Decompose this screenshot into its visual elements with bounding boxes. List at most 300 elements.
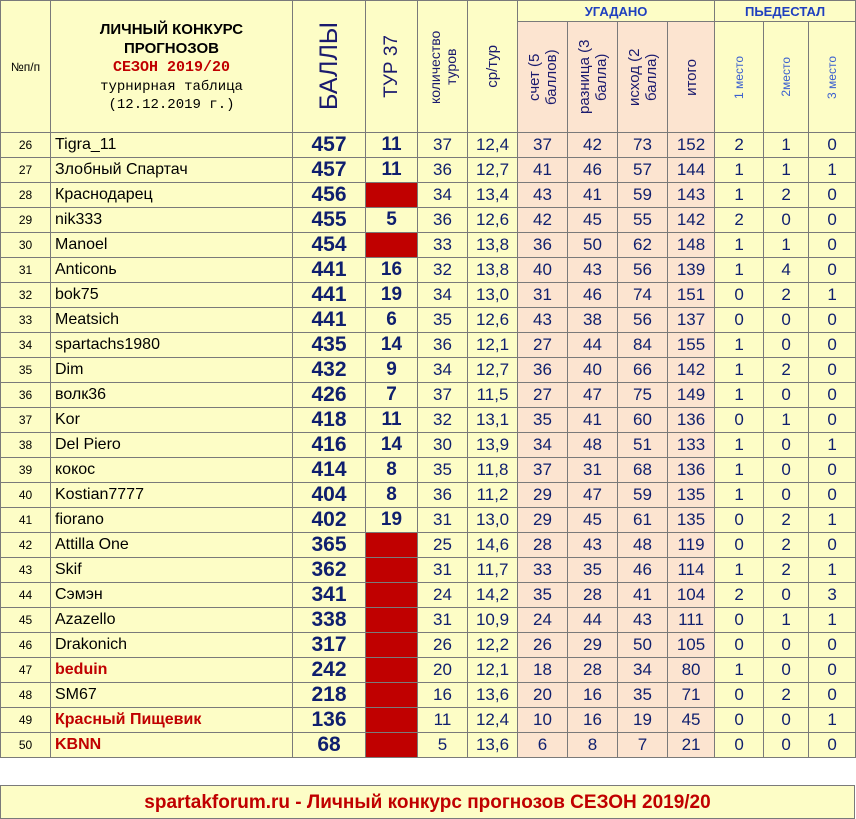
points-value: 426: [293, 383, 366, 408]
participant-name: Del Piero: [51, 433, 293, 458]
avg-value: 12,4: [468, 133, 518, 158]
participant-name: SM67: [51, 683, 293, 708]
header-place1: 1 место: [715, 22, 764, 133]
total-value: 104: [668, 583, 715, 608]
diff-value: 42: [568, 133, 618, 158]
place3-value: 1: [809, 158, 856, 183]
table-row: [1, 183, 856, 208]
diff-value: 45: [568, 208, 618, 233]
avg-value: 11,7: [468, 558, 518, 583]
row-number: 47: [1, 658, 51, 683]
place1-value: 1: [715, 183, 764, 208]
place3-value: 0: [809, 333, 856, 358]
points-value: 404: [293, 483, 366, 508]
outcome-value: 55: [618, 208, 668, 233]
place1-value: 1: [715, 658, 764, 683]
place3-value: 1: [809, 433, 856, 458]
row-number: 27: [1, 158, 51, 183]
tours-count-value: 16: [418, 683, 468, 708]
tours-count-value: 34: [418, 183, 468, 208]
participant-name: Drakonich: [51, 633, 293, 658]
place2-value: 1: [764, 158, 809, 183]
place3-value: 0: [809, 258, 856, 283]
header-tour: ТУР 37: [366, 1, 418, 133]
place1-value: 1: [715, 258, 764, 283]
total-value: 139: [668, 258, 715, 283]
diff-value: 28: [568, 658, 618, 683]
outcome-value: 84: [618, 333, 668, 358]
table-row: [1, 658, 856, 683]
points-value: 416: [293, 433, 366, 458]
table-row: [1, 258, 856, 283]
tour-value: [366, 633, 418, 658]
avg-value: 11,8: [468, 458, 518, 483]
row-number: 46: [1, 633, 51, 658]
header-outcome: исход (2 балла): [618, 22, 668, 133]
score-value: 37: [518, 133, 568, 158]
score-value: 34: [518, 433, 568, 458]
diff-value: 43: [568, 533, 618, 558]
header-num: №п/п: [1, 1, 51, 133]
place1-value: 0: [715, 633, 764, 658]
footer-banner: spartakforum.ru - Личный конкурс прогнозов СЕЗОН 2019/20: [0, 785, 855, 819]
season-label: СЕЗОН 2019/20: [112, 58, 231, 76]
total-value: 111: [668, 608, 715, 633]
row-number: 40: [1, 483, 51, 508]
total-value: 45: [668, 708, 715, 733]
diff-value: 35: [568, 558, 618, 583]
points-value: 418: [293, 408, 366, 433]
table-row: [1, 608, 856, 633]
table-row: [1, 733, 856, 758]
tours-count-value: 33: [418, 233, 468, 258]
tours-count-value: 37: [418, 133, 468, 158]
place2-value: 0: [764, 458, 809, 483]
place2-value: 0: [764, 733, 809, 758]
diff-value: 46: [568, 283, 618, 308]
place3-value: 0: [809, 533, 856, 558]
row-number: 44: [1, 583, 51, 608]
row-number: 30: [1, 233, 51, 258]
place1-value: 0: [715, 533, 764, 558]
table-row: [1, 633, 856, 658]
participant-name: Краснодарец: [51, 183, 293, 208]
diff-value: 43: [568, 258, 618, 283]
tours-count-value: 30: [418, 433, 468, 458]
points-value: 456: [293, 183, 366, 208]
header-place3: 3 место: [809, 22, 856, 133]
avg-value: 13,4: [468, 183, 518, 208]
place1-value: 0: [715, 283, 764, 308]
place2-value: 0: [764, 383, 809, 408]
points-value: 441: [293, 283, 366, 308]
tour-value: 11: [366, 158, 418, 183]
table-row: [1, 533, 856, 558]
avg-value: 13,8: [468, 258, 518, 283]
participant-name: spartachs1980: [51, 333, 293, 358]
outcome-value: 75: [618, 383, 668, 408]
place3-value: 0: [809, 633, 856, 658]
place3-value: 1: [809, 708, 856, 733]
row-number: 42: [1, 533, 51, 558]
place1-value: 1: [715, 483, 764, 508]
participant-name: Manoel: [51, 233, 293, 258]
points-value: 365: [293, 533, 366, 558]
total-value: 133: [668, 433, 715, 458]
table-row: [1, 408, 856, 433]
header-avg: ср/тур: [468, 1, 518, 133]
tour-value: [366, 608, 418, 633]
total-value: 149: [668, 383, 715, 408]
outcome-value: 51: [618, 433, 668, 458]
total-value: 148: [668, 233, 715, 258]
score-value: 35: [518, 583, 568, 608]
outcome-value: 41: [618, 583, 668, 608]
place3-value: 0: [809, 133, 856, 158]
place1-value: 1: [715, 433, 764, 458]
total-value: 71: [668, 683, 715, 708]
place2-value: 2: [764, 533, 809, 558]
place1-value: 1: [715, 233, 764, 258]
row-number: 38: [1, 433, 51, 458]
place3-value: 0: [809, 408, 856, 433]
score-value: 43: [518, 183, 568, 208]
total-value: 119: [668, 533, 715, 558]
diff-value: 16: [568, 708, 618, 733]
place3-value: 1: [809, 558, 856, 583]
participant-name: Attilla One: [51, 533, 293, 558]
place2-value: 2: [764, 358, 809, 383]
tours-count-value: 5: [418, 733, 468, 758]
table-row: [1, 133, 856, 158]
score-value: 40: [518, 258, 568, 283]
outcome-value: 48: [618, 533, 668, 558]
total-value: 114: [668, 558, 715, 583]
place2-value: 2: [764, 558, 809, 583]
score-value: 31: [518, 283, 568, 308]
place2-value: 0: [764, 483, 809, 508]
avg-value: 12,7: [468, 358, 518, 383]
place2-value: 0: [764, 333, 809, 358]
place3-value: 3: [809, 583, 856, 608]
total-value: 151: [668, 283, 715, 308]
score-value: 43: [518, 308, 568, 333]
participant-name: KBNN: [51, 733, 293, 758]
table-row: [1, 683, 856, 708]
table-body: [1, 133, 856, 758]
table-row: [1, 283, 856, 308]
participant-name: Dim: [51, 358, 293, 383]
table-row: [1, 158, 856, 183]
diff-value: 45: [568, 508, 618, 533]
tours-count-value: 31: [418, 608, 468, 633]
header-place2: 2место: [764, 22, 809, 133]
tour-value: 19: [366, 508, 418, 533]
outcome-value: 62: [618, 233, 668, 258]
points-value: 136: [293, 708, 366, 733]
participant-name: fiorano: [51, 508, 293, 533]
place1-value: 1: [715, 358, 764, 383]
score-value: 41: [518, 158, 568, 183]
avg-value: 13,6: [468, 683, 518, 708]
tour-value: 7: [366, 383, 418, 408]
tour-value: [366, 558, 418, 583]
tour-value: 11: [366, 133, 418, 158]
avg-value: 12,6: [468, 208, 518, 233]
place1-value: 0: [715, 733, 764, 758]
place1-value: 0: [715, 408, 764, 433]
row-number: 43: [1, 558, 51, 583]
outcome-value: 68: [618, 458, 668, 483]
tours-count-value: 34: [418, 358, 468, 383]
place2-value: 2: [764, 183, 809, 208]
avg-value: 12,7: [468, 158, 518, 183]
score-value: 26: [518, 633, 568, 658]
place1-value: 0: [715, 308, 764, 333]
score-value: 37: [518, 458, 568, 483]
total-value: 142: [668, 358, 715, 383]
row-number: 35: [1, 358, 51, 383]
row-number: 48: [1, 683, 51, 708]
diff-value: 38: [568, 308, 618, 333]
table-row: [1, 208, 856, 233]
avg-value: 12,1: [468, 658, 518, 683]
row-number: 49: [1, 708, 51, 733]
place3-value: 0: [809, 208, 856, 233]
points-value: 338: [293, 608, 366, 633]
outcome-value: 43: [618, 608, 668, 633]
outcome-value: 60: [618, 408, 668, 433]
diff-value: 41: [568, 183, 618, 208]
header-points: БАЛЛЫ: [293, 1, 366, 133]
row-number: 26: [1, 133, 51, 158]
place2-value: 2: [764, 508, 809, 533]
diff-value: 40: [568, 358, 618, 383]
points-value: 457: [293, 133, 366, 158]
row-number: 50: [1, 733, 51, 758]
place3-value: 0: [809, 308, 856, 333]
participant-name: волк36: [51, 383, 293, 408]
points-value: 68: [293, 733, 366, 758]
tour-value: 9: [366, 358, 418, 383]
avg-value: 13,0: [468, 283, 518, 308]
tour-value: [366, 583, 418, 608]
avg-value: 11,2: [468, 483, 518, 508]
total-value: 143: [668, 183, 715, 208]
avg-value: 11,5: [468, 383, 518, 408]
participant-name: Tigra_11: [51, 133, 293, 158]
place1-value: 2: [715, 208, 764, 233]
total-value: 155: [668, 333, 715, 358]
points-value: 454: [293, 233, 366, 258]
place2-value: 0: [764, 708, 809, 733]
outcome-value: 46: [618, 558, 668, 583]
tours-count-value: 24: [418, 583, 468, 608]
score-value: 18: [518, 658, 568, 683]
row-number: 32: [1, 283, 51, 308]
header-podium: ПЬЕДЕСТАЛ: [715, 1, 856, 22]
place2-value: 0: [764, 433, 809, 458]
avg-value: 10,9: [468, 608, 518, 633]
outcome-value: 35: [618, 683, 668, 708]
place1-value: 1: [715, 558, 764, 583]
avg-value: 12,1: [468, 333, 518, 358]
avg-value: 14,6: [468, 533, 518, 558]
total-value: 135: [668, 483, 715, 508]
points-value: 432: [293, 358, 366, 383]
place3-value: 0: [809, 683, 856, 708]
row-number: 33: [1, 308, 51, 333]
place2-value: 1: [764, 233, 809, 258]
avg-value: 12,6: [468, 308, 518, 333]
place1-value: 1: [715, 458, 764, 483]
header-diff: разница (3 балла): [568, 22, 618, 133]
total-value: 105: [668, 633, 715, 658]
total-value: 21: [668, 733, 715, 758]
tours-count-value: 34: [418, 283, 468, 308]
points-value: 414: [293, 458, 366, 483]
table-row: [1, 558, 856, 583]
score-value: 35: [518, 408, 568, 433]
table-row: [1, 308, 856, 333]
score-value: 29: [518, 483, 568, 508]
diff-value: 29: [568, 633, 618, 658]
score-value: 27: [518, 383, 568, 408]
header-guessed: УГАДАНО: [518, 1, 715, 22]
place1-value: 1: [715, 383, 764, 408]
place2-value: 0: [764, 633, 809, 658]
tours-count-value: 36: [418, 158, 468, 183]
outcome-value: 66: [618, 358, 668, 383]
outcome-value: 74: [618, 283, 668, 308]
diff-value: 16: [568, 683, 618, 708]
table-row: [1, 483, 856, 508]
place2-value: 0: [764, 658, 809, 683]
diff-value: 28: [568, 583, 618, 608]
total-value: 142: [668, 208, 715, 233]
diff-value: 46: [568, 158, 618, 183]
row-number: 37: [1, 408, 51, 433]
score-value: 20: [518, 683, 568, 708]
tour-value: 14: [366, 333, 418, 358]
place1-value: 1: [715, 333, 764, 358]
tour-value: 6: [366, 308, 418, 333]
row-number: 31: [1, 258, 51, 283]
tours-count-value: 35: [418, 308, 468, 333]
tours-count-value: 31: [418, 508, 468, 533]
tour-value: 14: [366, 433, 418, 458]
row-number: 34: [1, 333, 51, 358]
tours-count-value: 25: [418, 533, 468, 558]
points-value: 317: [293, 633, 366, 658]
row-number: 36: [1, 383, 51, 408]
page-title: [51, 1, 293, 133]
participant-name: Злобный Спартач: [51, 158, 293, 183]
tour-value: 8: [366, 483, 418, 508]
participant-name: Kor: [51, 408, 293, 433]
place3-value: 0: [809, 183, 856, 208]
outcome-value: 59: [618, 183, 668, 208]
avg-value: 14,2: [468, 583, 518, 608]
diff-value: 41: [568, 408, 618, 433]
table-row: [1, 708, 856, 733]
total-value: 136: [668, 458, 715, 483]
participant-name: Meatsich: [51, 308, 293, 333]
table-row: [1, 508, 856, 533]
diff-value: 31: [568, 458, 618, 483]
row-number: 29: [1, 208, 51, 233]
place2-value: 2: [764, 283, 809, 308]
score-value: 6: [518, 733, 568, 758]
title-line1: ЛИЧНЫЙ КОНКУРС: [99, 20, 244, 38]
header-total: итого: [668, 22, 715, 133]
place3-value: 1: [809, 608, 856, 633]
tours-count-value: 36: [418, 483, 468, 508]
tour-value: [366, 733, 418, 758]
participant-name: кокос: [51, 458, 293, 483]
outcome-value: 61: [618, 508, 668, 533]
table-row: [1, 333, 856, 358]
score-value: 33: [518, 558, 568, 583]
tours-count-value: 36: [418, 333, 468, 358]
tour-value: [366, 708, 418, 733]
place3-value: 0: [809, 483, 856, 508]
participant-name: Красный Пищевик: [51, 708, 293, 733]
points-value: 441: [293, 308, 366, 333]
diff-value: 48: [568, 433, 618, 458]
score-value: 24: [518, 608, 568, 633]
table-row: [1, 233, 856, 258]
outcome-value: 56: [618, 308, 668, 333]
participant-name: nik333: [51, 208, 293, 233]
avg-value: 13,6: [468, 733, 518, 758]
score-value: 36: [518, 358, 568, 383]
table-row: [1, 458, 856, 483]
place1-value: 0: [715, 683, 764, 708]
outcome-value: 19: [618, 708, 668, 733]
tour-value: [366, 233, 418, 258]
tour-value: 8: [366, 458, 418, 483]
participant-name: Skif: [51, 558, 293, 583]
place2-value: 2: [764, 683, 809, 708]
points-value: 441: [293, 258, 366, 283]
avg-value: 13,1: [468, 408, 518, 433]
points-value: 242: [293, 658, 366, 683]
diff-value: 50: [568, 233, 618, 258]
outcome-value: 57: [618, 158, 668, 183]
tours-count-value: 26: [418, 633, 468, 658]
diff-value: 44: [568, 333, 618, 358]
outcome-value: 7: [618, 733, 668, 758]
tours-count-value: 35: [418, 458, 468, 483]
header-tours-count: количество туров: [418, 1, 468, 133]
score-value: 42: [518, 208, 568, 233]
place3-value: 0: [809, 383, 856, 408]
tours-count-value: 31: [418, 558, 468, 583]
tour-value: [366, 183, 418, 208]
outcome-value: 34: [618, 658, 668, 683]
avg-value: 12,2: [468, 633, 518, 658]
outcome-value: 59: [618, 483, 668, 508]
participant-name: beduin: [51, 658, 293, 683]
place2-value: 4: [764, 258, 809, 283]
place1-value: 2: [715, 133, 764, 158]
place2-value: 1: [764, 133, 809, 158]
avg-value: 13,8: [468, 233, 518, 258]
total-value: 137: [668, 308, 715, 333]
participant-name: Сэмэн: [51, 583, 293, 608]
total-value: 136: [668, 408, 715, 433]
